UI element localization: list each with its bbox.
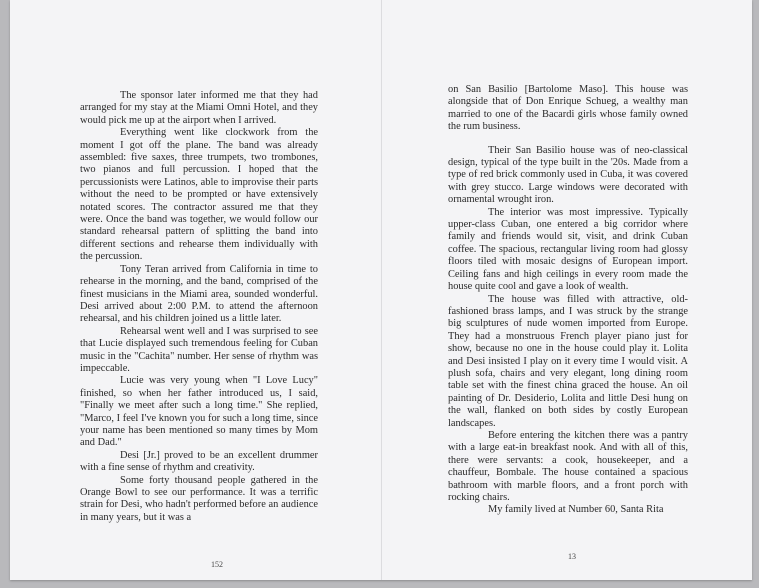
book-spread: [10, 0, 752, 580]
paragraph: Lucie was very young when "I Love Lucy" finished, so when her father introduced us, I said, "Finally we meet after such a long time." She replied, "Marco, I feel I've known you for such a long time, since your name has been mentioned so many times by Mom and Dad.": [80, 375, 318, 449]
page-number: 152: [211, 560, 223, 569]
paragraph: The house was filled with attractive, old-fashioned brass lamps, and I was struck by the strange big sculptures of nude women imported from Europe. They had a monstruous French player piano just for show, because no one in the house could play it. Lolita and Desi insisted I play on it every time I would visit. A plush sofa, chairs and very elegant, long dining room table set with the finest china graced the house. An oil painting of Dr. Desiderio, Lolita and little Desi hung on the wall, flanked on both sides by costly European landscapes.: [448, 293, 688, 429]
paragraph: Some forty thousand people gathered in the Orange Bowl to see our performance. It was a terrific strain for Desi, who hadn't performed before an audience in many years, but it was a: [80, 474, 318, 523]
page-fold: [381, 0, 382, 580]
paragraph: My family lived at Number 60, Santa Rita: [488, 504, 664, 516]
right-page-text: [448, 84, 688, 517]
page-number: 13: [568, 552, 576, 561]
paragraph: The sponsor later informed me that they had arranged for my stay at the Miami Omni Hotel, and they would pick me up at the airport when I arrived.: [80, 90, 318, 126]
paragraph: Tony Teran arrived from California in time to rehearse in the morning, and the band, comprised of the finest musicians in the Miami area, sounded wonderful. Desi arrived about 2:00 P.M. to attend the afternoon rehearsal, and his children joined us a little later.: [80, 263, 318, 325]
paragraph: Their San Basilio house was of neo-classical design, typical of the type built in the '20s. Made from a type of red brick commonly used in Cuba, it was covered with grey stucco. Large windows were decorated with ornamental wrought iron.: [448, 144, 688, 206]
paragraph: Before entering the kitchen there was a pantry with a large eat-in breakfast nook. And with all of this, there were servants: a cook, housekeeper, and a chauffeur, Bombale. The house contained a spacious bathroom with marble floors, and a front porch with rocking chairs.: [448, 429, 688, 503]
paragraph: Rehearsal went well and I was surprised to see that Lucie displayed such tremendous feeling for Cuban music in the "Cachita" number. Her sense of rhythm was impeccable.: [80, 325, 318, 374]
paragraph: The interior was most impressive. Typically upper-class Cuban, one entered a big corridor where family and friends would sit, visit, and drink Cuban coffee. The spacious, rectangular living room had glossy floors tiled with mosaic designs of European import. Ceiling fans and high ceilings in every room made the house quite cool and gave a look of wealth.: [448, 206, 688, 293]
paragraph: Everything went like clockwork from the moment I got off the plane. The band was already assembled: five saxes, three trumpets, two trombones, two pianos and full percussion. I hoped that the percussionists were Latinos, able to improvise their parts without the need to be prompted or have extensively notated scores. The contractor assured me that they were. Once the band was together, we would follow our standard rehearsal pattern of splitting the band into different sections and rehearse them individually with the percussion.: [80, 127, 318, 263]
left-page-text: [80, 90, 318, 524]
paragraph: Desi [Jr.] proved to be an excellent drummer with a fine sense of rhythm and creativity.: [80, 449, 318, 474]
paragraph: on San Basilio [Bartolome Maso]. This house was alongside that of Don Enrique Schueg, a wealthy man married to one of the Bacardi girls whose family owned the rum business.: [448, 84, 688, 133]
